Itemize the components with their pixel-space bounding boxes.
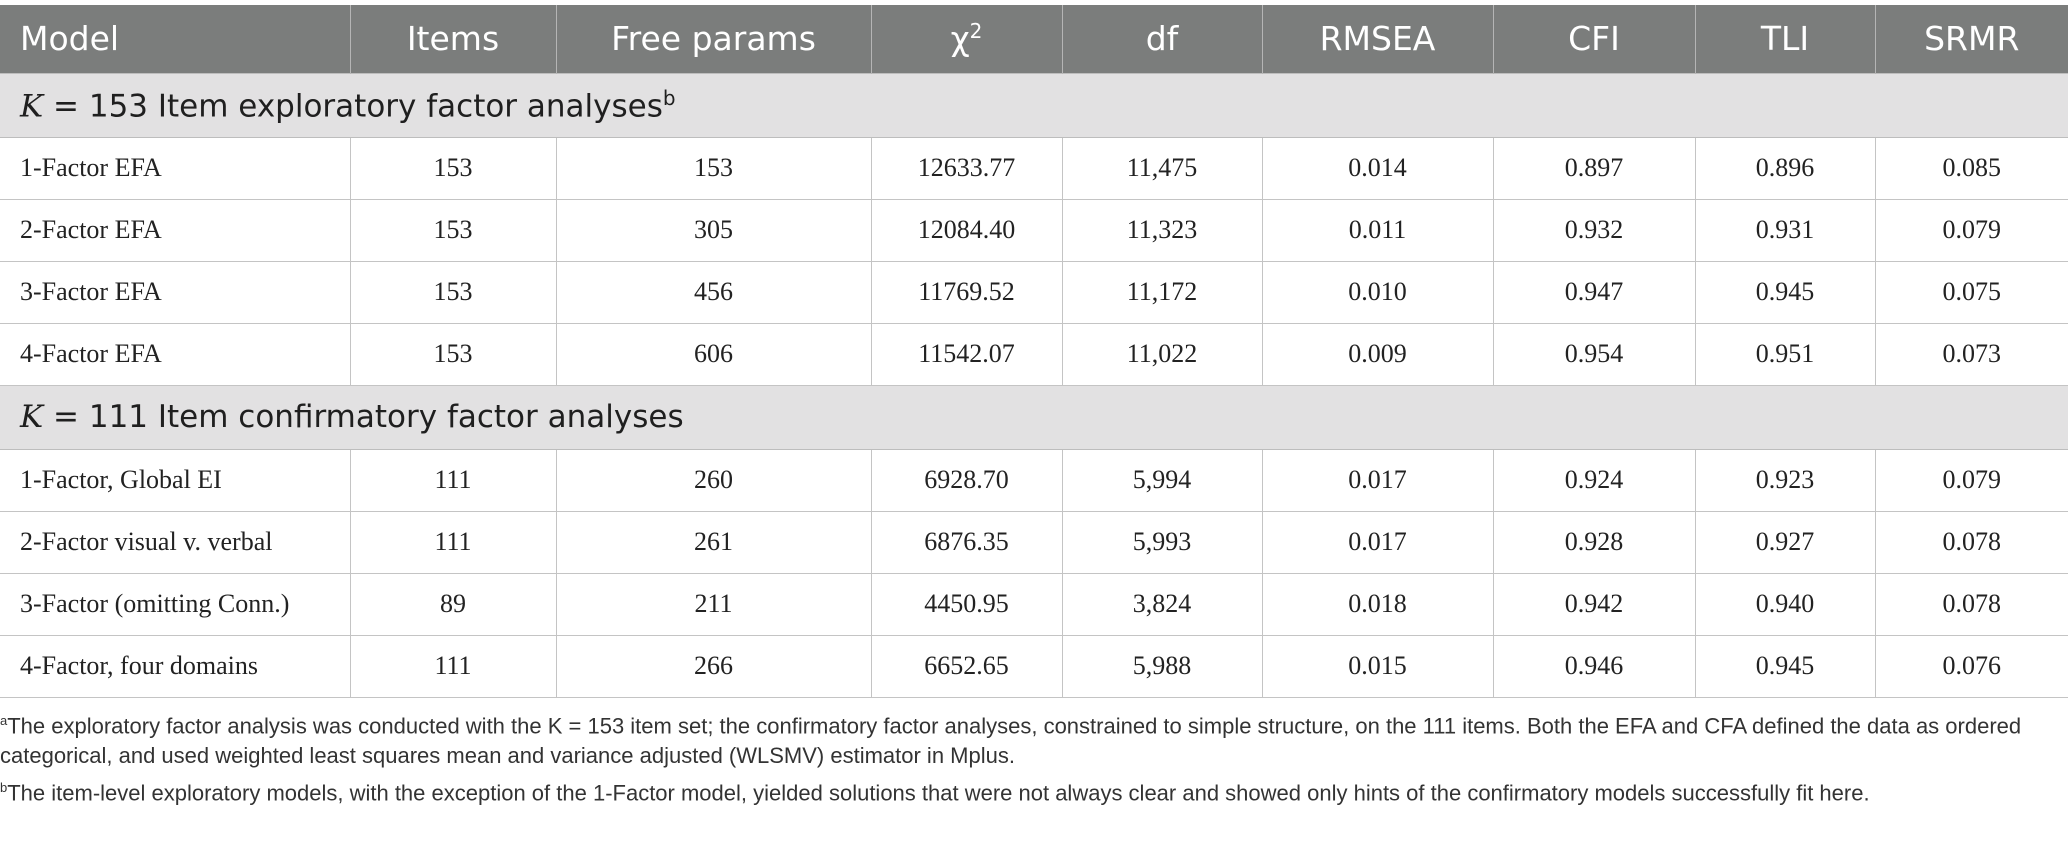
header-row <box>0 5 2068 73</box>
table-row <box>0 199 2068 261</box>
cell-tli: 0.931 <box>1695 199 1875 261</box>
col-header-tli: TLI <box>1695 5 1875 73</box>
table-row <box>0 511 2068 573</box>
cell-cfi: 0.954 <box>1493 323 1695 385</box>
table-row <box>0 137 2068 199</box>
table-row <box>0 635 2068 697</box>
cell-chi-square: 11542.07 <box>871 323 1062 385</box>
cell-model: 2-Factor EFA <box>0 199 350 261</box>
cell-cfi: 0.942 <box>1493 573 1695 635</box>
cell-rmsea: 0.014 <box>1262 137 1493 199</box>
cell-free-params: 153 <box>556 137 871 199</box>
cell-free-params: 266 <box>556 635 871 697</box>
cell-model: 4-Factor, four domains <box>0 635 350 697</box>
cell-model: 2-Factor visual v. verbal <box>0 511 350 573</box>
cell-srmr: 0.079 <box>1875 449 2068 511</box>
cell-rmsea: 0.009 <box>1262 323 1493 385</box>
footnote-a <box>0 706 2060 771</box>
cell-srmr: 0.079 <box>1875 199 2068 261</box>
cell-items: 153 <box>350 199 556 261</box>
col-header-cfi: CFI <box>1493 5 1695 73</box>
cell-free-params: 261 <box>556 511 871 573</box>
cell-tli: 0.923 <box>1695 449 1875 511</box>
cell-items: 111 <box>350 449 556 511</box>
cell-free-params: 305 <box>556 199 871 261</box>
cell-items: 111 <box>350 511 556 573</box>
cell-cfi: 0.932 <box>1493 199 1695 261</box>
k-symbol: K <box>20 399 44 435</box>
cell-free-params: 211 <box>556 573 871 635</box>
table-row <box>0 449 2068 511</box>
cell-cfi: 0.946 <box>1493 635 1695 697</box>
cell-cfi: 0.928 <box>1493 511 1695 573</box>
cell-df: 11,475 <box>1062 137 1262 199</box>
cell-chi-square: 12633.77 <box>871 137 1062 199</box>
k-symbol: K <box>20 88 44 125</box>
cell-free-params: 606 <box>556 323 871 385</box>
cell-model: 4-Factor EFA <box>0 323 350 385</box>
footnote-mark-b: b <box>0 780 8 796</box>
chi-superscript: 2 <box>969 19 983 44</box>
cell-srmr: 0.075 <box>1875 261 2068 323</box>
cell-df: 11,022 <box>1062 323 1262 385</box>
cell-df: 5,988 <box>1062 635 1262 697</box>
cell-model: 1-Factor, Global EI <box>0 449 350 511</box>
col-header-rmsea: RMSEA <box>1262 5 1493 73</box>
cell-cfi: 0.947 <box>1493 261 1695 323</box>
cell-tli: 0.945 <box>1695 261 1875 323</box>
cell-items: 153 <box>350 323 556 385</box>
cell-tli: 0.940 <box>1695 573 1875 635</box>
footnote-a-text: The exploratory factor analysis was conducted with the K = 153 item set; the confirmatory factor analyses, constrained to simple structure, on the 111 items. Both the EFA and CFA defined the data as ordered categorical, and used weighted least squares mean and variance adjusted (WLSMV) estimator in Mplus. <box>0 713 2022 769</box>
cell-srmr: 0.078 <box>1875 573 2068 635</box>
cell-srmr: 0.076 <box>1875 635 2068 697</box>
cell-chi-square: 11769.52 <box>871 261 1062 323</box>
cell-rmsea: 0.018 <box>1262 573 1493 635</box>
footnote-b-text: The item-level exploratory models, with the exception of the 1-Factor model, yielded solutions that were not always clear and showed only hints of the confirmatory models successfully fit here. <box>7 780 1870 806</box>
cell-chi-square: 6928.70 <box>871 449 1062 511</box>
cell-items: 153 <box>350 137 556 199</box>
col-header-items: Items <box>350 5 556 73</box>
cell-chi-square: 6876.35 <box>871 511 1062 573</box>
footnote-marker-b: b <box>662 85 676 110</box>
cell-tli: 0.927 <box>1695 511 1875 573</box>
chi-symbol: χ <box>950 19 970 59</box>
cell-df: 3,824 <box>1062 573 1262 635</box>
cell-rmsea: 0.017 <box>1262 449 1493 511</box>
cell-model: 3-Factor (omitting Conn.) <box>0 573 350 635</box>
cell-rmsea: 0.011 <box>1262 199 1493 261</box>
cell-df: 11,323 <box>1062 199 1262 261</box>
cell-chi-square: 4450.95 <box>871 573 1062 635</box>
col-header-df: df <box>1062 5 1262 73</box>
col-header-chi-square <box>871 5 1062 73</box>
cell-items: 111 <box>350 635 556 697</box>
table-row <box>0 261 2068 323</box>
table-row <box>0 573 2068 635</box>
cell-free-params: 260 <box>556 449 871 511</box>
section-row-efa <box>0 73 2068 137</box>
footnote-mark-a: a <box>0 713 8 728</box>
cell-rmsea: 0.010 <box>1262 261 1493 323</box>
cell-df: 5,993 <box>1062 511 1262 573</box>
col-header-free-params: Free params <box>556 5 871 73</box>
footnote-b <box>0 773 2060 808</box>
cell-free-params: 456 <box>556 261 871 323</box>
cell-srmr: 0.073 <box>1875 323 2068 385</box>
table-row <box>0 323 2068 385</box>
cell-rmsea: 0.015 <box>1262 635 1493 697</box>
cell-items: 89 <box>350 573 556 635</box>
cell-chi-square: 12084.40 <box>871 199 1062 261</box>
cell-cfi: 0.897 <box>1493 137 1695 199</box>
section-label-efa: K = 153 Item exploratory factor analyses$^b$ <box>0 73 2068 137</box>
cell-tli: 0.945 <box>1695 635 1875 697</box>
cell-cfi: 0.924 <box>1493 449 1695 511</box>
cell-chi-square: 6652.65 <box>871 635 1062 697</box>
cell-srmr: 0.085 <box>1875 137 2068 199</box>
cell-df: 5,994 <box>1062 449 1262 511</box>
cell-tli: 0.951 <box>1695 323 1875 385</box>
table-footnotes <box>0 706 2060 811</box>
cell-srmr: 0.078 <box>1875 511 2068 573</box>
fit-statistics-table <box>0 5 2068 698</box>
cell-items: 153 <box>350 261 556 323</box>
section-label-cfa: K = 111 Item confirmatory factor analyses <box>0 385 2068 449</box>
col-header-srmr: SRMR <box>1875 5 2068 73</box>
section-row-cfa <box>0 385 2068 449</box>
cell-tli: 0.896 <box>1695 137 1875 199</box>
cell-model: 1-Factor EFA <box>0 137 350 199</box>
cell-model: 3-Factor EFA <box>0 261 350 323</box>
cell-rmsea: 0.017 <box>1262 511 1493 573</box>
cell-df: 11,172 <box>1062 261 1262 323</box>
col-header-model: Model <box>0 5 350 73</box>
